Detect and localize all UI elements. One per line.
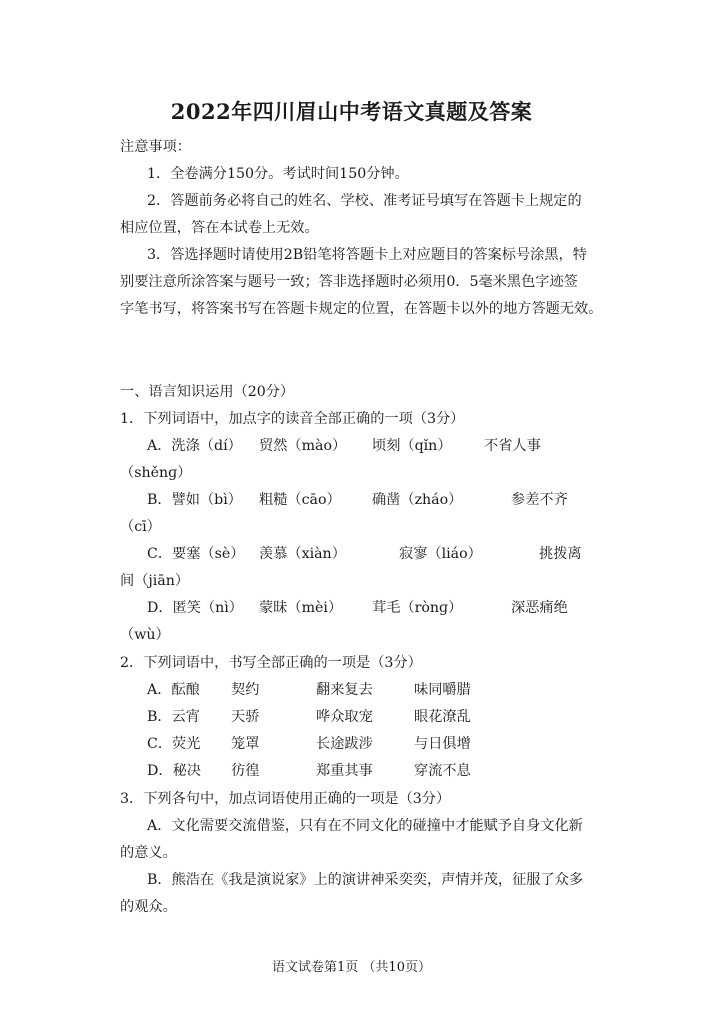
option-word: 穿流不息	[414, 763, 471, 779]
option-word: 挑拨离	[539, 546, 582, 562]
question-3-stem: 3．下列各句中，加点词语使用正确的一项是（3分）	[120, 791, 451, 807]
question-1-option-c-wrap: 间（jiān）	[120, 573, 190, 589]
notice-item-2: 2．答题前务必将自己的姓名、学校、准考证号填写在答题卡上规定的	[147, 193, 582, 209]
option-word: 哗众取宠	[316, 709, 373, 725]
question-3-option-a-cont: 的意义。	[120, 845, 177, 861]
option-word: 与日俱增	[414, 736, 471, 752]
option-label: B．譬如（bì）	[147, 492, 242, 508]
section-heading: 一、语言知识运用（20分）	[120, 384, 295, 400]
question-1-option-a-wrap: （shěnɡ）	[120, 465, 192, 481]
question-3-option-a: A．文化需要交流借鉴，只有在不同文化的碰撞中才能赋予自身文化新	[147, 818, 583, 834]
option-word: 深恶痛绝	[511, 600, 568, 616]
option-word: 郑重其事	[316, 763, 373, 779]
option-word: 顷刻（qǐn）	[372, 438, 452, 454]
option-word: 确凿（zháo）	[372, 492, 463, 508]
option-label: B．云宵	[147, 709, 200, 725]
notice-item-3-cont-1: 别要注意所涂答案与题号一致；答非选择题时必须用0．5毫米黑色字迹签	[120, 274, 578, 290]
notice-item-3-cont-2: 字笔书写，将答案书写在答题卡规定的位置，在答题卡以外的地方答题无效。	[120, 301, 603, 317]
option-label: D．匿笑（nì）	[147, 600, 243, 616]
option-label: D．秘决	[147, 763, 201, 779]
question-1-option-d-wrap: （wù）	[120, 627, 170, 643]
question-2-stem: 2．下列词语中，书写全部正确的一项是（3分）	[120, 655, 422, 671]
option-word: 寂寥（liáo）	[399, 546, 482, 562]
option-label: C．要塞（sè）	[147, 546, 245, 562]
notice-item-2-cont: 相应位置，答在本试卷上无效。	[120, 220, 319, 236]
option-label: C．荧光	[147, 736, 201, 752]
option-word: 味同嚼腊	[414, 682, 471, 698]
notice-item-1: 1．全卷满分150分。考试时间150分钟。	[147, 166, 409, 182]
option-word: 彷徨	[231, 763, 260, 779]
option-word: 长途跋涉	[316, 736, 373, 752]
option-word: 翻来复去	[316, 682, 373, 698]
page-footer: 语文试卷第1页 （共10页）	[272, 960, 431, 975]
option-word: 蒙昧（mèi）	[259, 600, 343, 616]
option-word: 天骄	[231, 709, 260, 725]
option-word: 茸毛（rònɡ）	[372, 600, 463, 616]
option-label: A．酝酿	[147, 682, 200, 698]
option-word: 不省人事	[484, 438, 541, 454]
option-word: 眼花潦乱	[414, 709, 471, 725]
notice-heading: 注意事项：	[120, 139, 191, 155]
question-3-option-b-cont: 的观众。	[120, 899, 177, 915]
option-word: 笼罩	[231, 736, 260, 752]
option-word: 契约	[231, 682, 260, 698]
option-word: 羡慕（xiàn）	[259, 546, 346, 562]
question-3-option-b: B．熊浩在《我是演说家》上的演讲神采奕奕，声情并茂，征服了众多	[147, 872, 584, 888]
option-word: 参差不齐	[511, 492, 568, 508]
notice-item-3: 3．答选择题时请使用2B铅笔将答题卡上对应题目的答案标号涂黑，特	[147, 247, 587, 263]
page-title: 2022年四川眉山中考语文真题及答案	[170, 99, 533, 124]
option-word: 粗糙（cāo）	[259, 492, 341, 508]
question-1-option-b-wrap: （cī）	[120, 519, 161, 535]
question-1-stem: 1．下列词语中，加点字的读音全部正确的一项（3分）	[120, 411, 465, 427]
option-label: A．洗涤（dí）	[147, 438, 242, 454]
option-word: 贸然（mào）	[259, 438, 347, 454]
